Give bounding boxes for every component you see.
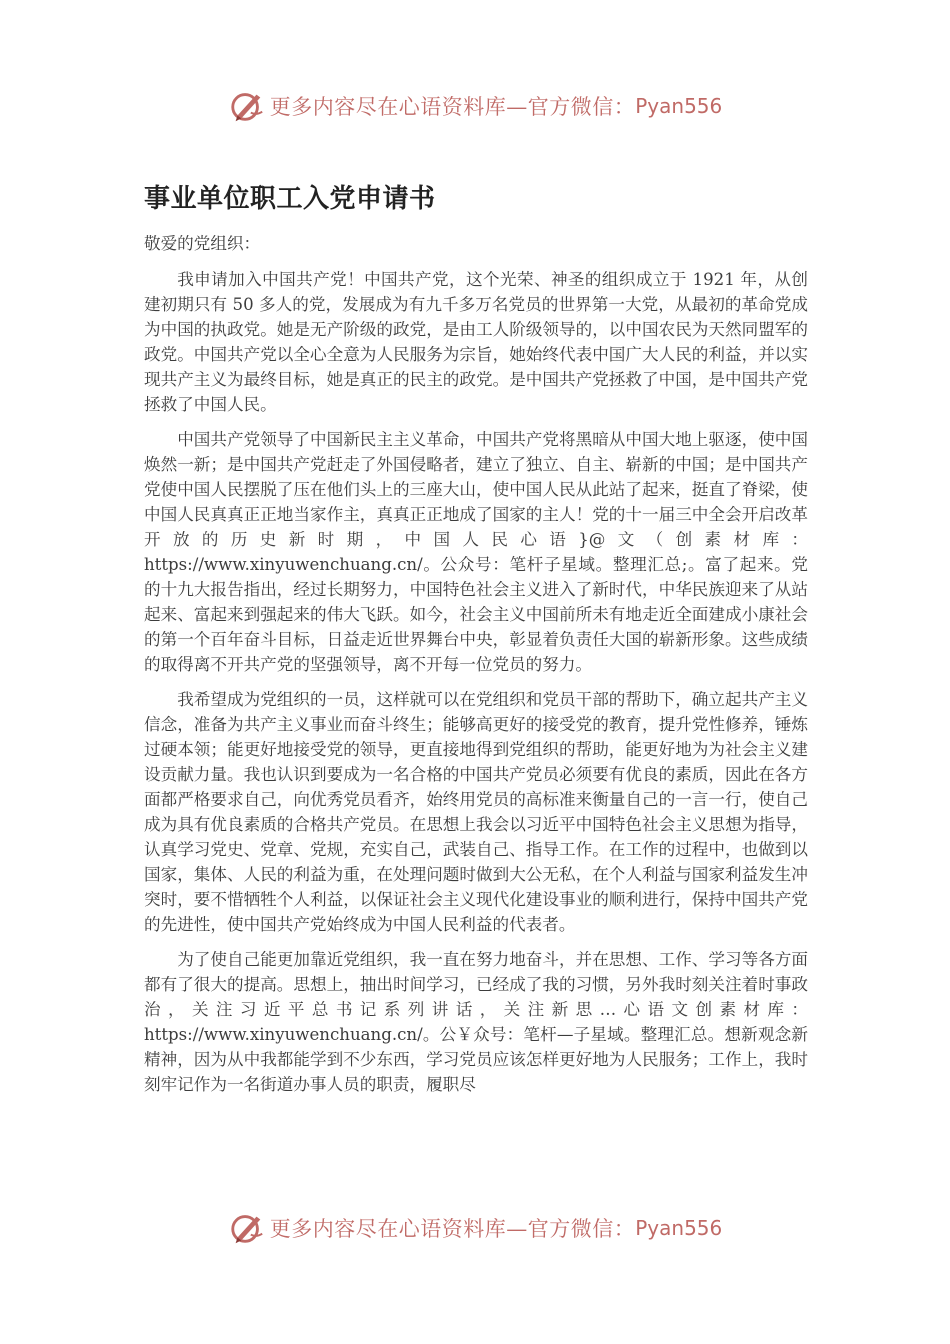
- banner-text: 更多内容尽在心语资料库—官方微信：: [269, 95, 636, 119]
- salutation: 敬爱的党组织：: [144, 234, 261, 253]
- paragraph-2: 中国共产党领导了中国新民主主义革命，中国共产党将黑暗从中国大地上驱逐，使中国焕然一新；是中国共产党赶走了外国侵略者，建立了独立、自主、崭新的中国；是中国共产党使中国人民摆脱了压在他们头上的三座大山，使中国人民从此站了起来，挺直了脊梁，使中国人民真真正正地当家作主，真真正正地成了国家的主人！党的十一届三中全会开启改革开放的历史新时期，中国人民心语}@文（创素材库：https://www.xinyuwenchuang.cn/。公众号：笔杆子星域。整理汇总;。富了起来。党的十九大报告指出，经过长期努力，中国特色社会主义进入了新时代，中华民族迎来了从站起来、富起来到强起来的伟大飞跃。如今，社会主义中国前所未有地走近全面建成小康社会的第一个百年奋斗目标，日益走近世界舞台中央，彰显着负责任大国的崭新形象。这些成绩的取得离不开共产党的坚强领导，离不开每一位党员的努力。: [144, 430, 808, 674]
- paragraph-3: 我希望成为党组织的一员，这样就可以在党组织和党员干部的帮助下，确立起共产主义信念，准备为共产主义事业而奋斗终生；能够高更好的接受党的教育，提升党性修养，锤炼过硬本领；能更好地接受党的领导，更直接地得到党组织的帮助，能更好地为为社会主义建设贡献力量。我也认识到要成为一名合格的中国共产党员必须要有优良的素质，因此在各方面都严格要求自己，向优秀党员看齐，始终用党员的高标准来衡量自己的一言一行，使自己成为具有优良素质的合格共产党员。在思想上我会以习近平中国特色社会主义思想为指导，认真学习党史、党章、党规，充实自己，武装自己、指导工作。在工作的过程中，也做到以国家，集体、人民的利益为重，在处理问题时做到大公无私，在个人利益与国家利益发生冲突时，要不惜牺牲个人利益，以保证社会主义现代化建设事业的顺利进行，保持中国共产党的先进性，使中国共产党始终成为中国人民利益的代表者。: [144, 690, 808, 934]
- banner-text: 更多内容尽在心语资料库—官方微信：: [269, 1217, 636, 1241]
- pen-logo-icon: [228, 87, 266, 125]
- footer-banner: [0, 1206, 950, 1250]
- document-body: [144, 231, 808, 1107]
- banner-wechat-id: Pyan556: [635, 94, 723, 118]
- document-title: 事业单位职工入党申请书: [144, 184, 436, 214]
- pen-logo-icon: [228, 1209, 266, 1247]
- banner-wechat-id: Pyan556: [635, 1216, 723, 1240]
- paragraph-4: 为了使自己能更加靠近党组织，我一直在努力地奋斗，并在思想、工作、学习等各方面都有了很大的提高。思想上，抽出时间学习，已经成了我的习惯，另外我时刻关注着时事政治，关注习近平总书记系列讲话，关注新思…心语文创素材库：https://www.xinyuwenchuang.cn/。公￥众号：笔杆—子星域。整理汇总。想新观念新精神，因为从中我都能学到不少东西，学习党员应该怎样更好地为人民服务；工作上，我时刻牢记作为一名街道办事人员的职责，履职尽: [144, 950, 808, 1094]
- paragraph-1: 我申请加入中国共产党！中国共产党，这个光荣、神圣的组织成立于 1921 年，从创建初期只有 50 多人的党，发展成为有九千多万名党员的世界第一大党，从最初的革命党成为中国的执政党。她是无产阶级的政党，是由工人阶级领导的，以中国农民为天然同盟军的政党。中国共产党以全心全意为人民服务为宗旨，她始终代表中国广大人民的利益，并以实现共产主义为最终目标，她是真正的民主的政党。是中国共产党拯救了中国，是中国共产党拯救了中国人民。: [144, 270, 808, 414]
- header-banner: [0, 84, 950, 128]
